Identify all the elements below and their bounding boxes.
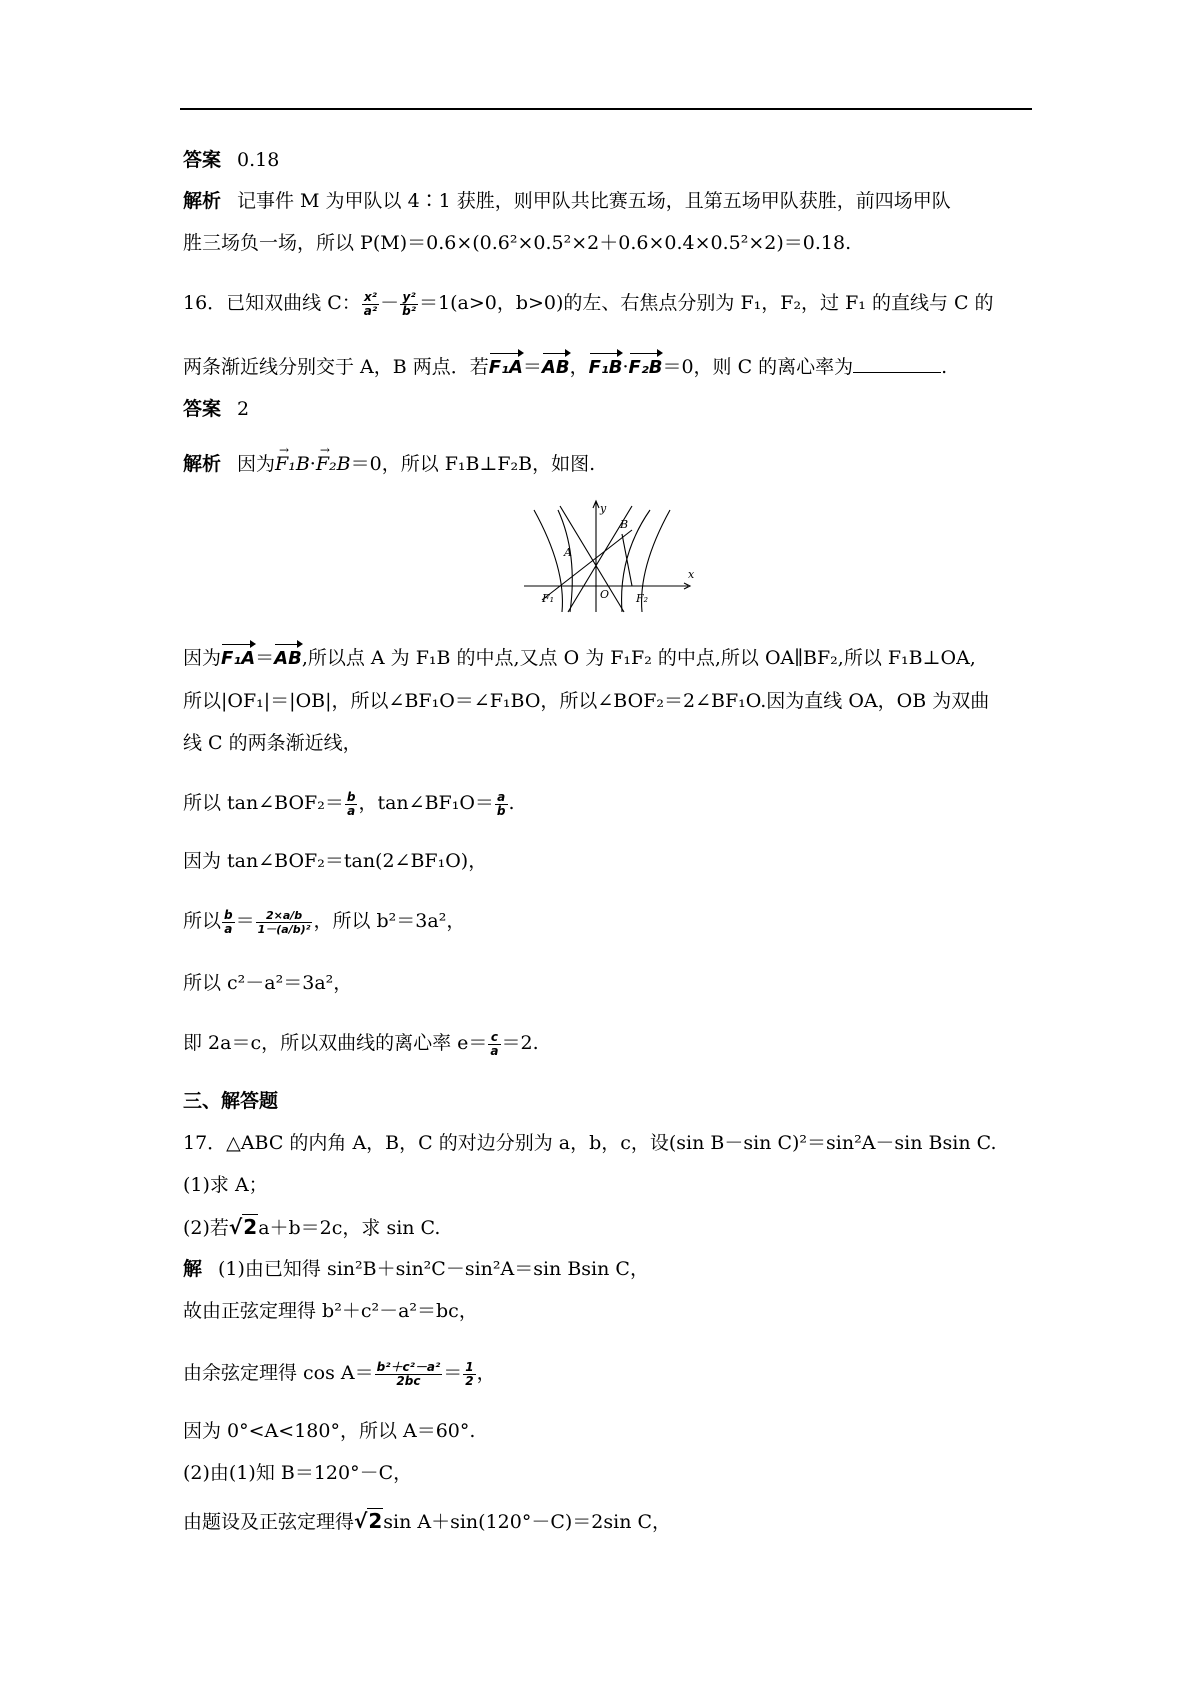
- q16-text-a2: 两条渐近线分别交于 A，B 两点．若: [183, 356, 489, 378]
- comma: ，: [569, 356, 589, 378]
- label-a: A: [564, 546, 572, 559]
- dot: ·: [622, 356, 629, 378]
- left-branch-inner: [558, 510, 572, 612]
- vector-f2b: F₂B: [629, 355, 663, 381]
- text-a: 因为: [183, 647, 222, 669]
- eq-sign: ＝: [235, 910, 255, 932]
- fraction-cos-a: [375, 1361, 443, 1388]
- analysis-15-line1: [183, 188, 951, 214]
- analysis-16-double-angle: 因为 tan∠BOF₂＝tan(2∠BF₁O)，: [183, 850, 488, 872]
- text-a: 所以 tan∠BOF₂＝: [183, 792, 344, 814]
- radicand: 2: [368, 1509, 383, 1533]
- line-f1b: [542, 530, 632, 600]
- frac-den: 2: [465, 1373, 474, 1388]
- answer-value: 0.18: [237, 149, 280, 171]
- solution-17-line2: 故由正弦定理得 b²＋c²－a²＝bc，: [183, 1300, 478, 1322]
- frac-den: 1－(a/b)²: [257, 922, 311, 936]
- analysis-16-tan: [183, 790, 515, 818]
- frac-num: c: [488, 1031, 500, 1045]
- label-b: B: [620, 518, 629, 531]
- frac-den: b: [496, 803, 506, 818]
- frac-den: b²: [402, 303, 416, 318]
- q16-text-c2: ＝0，则 C 的离心率为: [662, 356, 854, 378]
- text-c: ,所以点 A 为 F₁B 的中点,又点 O 为 F₁F₂ 的中点,所以 OA∥BF₂,所以 F₁B⊥OA,: [301, 647, 976, 669]
- fraction-b-a: [345, 791, 358, 818]
- solution-17-angle: 因为 0°<A<180°，所以 A＝60°.: [183, 1420, 476, 1442]
- question-17: 17．△ABC 的内角 A，B，C 的对边分别为 a，b，c，设(sin B－sin C)²＝sin²A－sin Bsin C.: [183, 1132, 997, 1154]
- sqrt-2: √2: [354, 1509, 383, 1533]
- text-a: 所以: [183, 910, 222, 932]
- question-16-line2: [183, 354, 947, 381]
- analysis-16-line3: 所以|OF₁|＝|OB|，所以∠BF₁O＝∠F₁BO，所以∠BOF₂＝2∠BF₁O.因为直线 OA，OB 为双曲: [183, 690, 990, 712]
- frac-num: x²: [362, 291, 379, 305]
- eq-sign: ＝: [255, 647, 275, 669]
- comma: ，: [476, 1362, 496, 1384]
- analysis-text-a: 因为: [237, 453, 276, 475]
- fraction-c-a: [488, 1031, 500, 1058]
- vector-f2b-small: F₂B →: [316, 451, 351, 477]
- vector-f1b: F₁B: [589, 355, 623, 381]
- answer-value: 2: [237, 398, 250, 420]
- asymptote-1: [560, 506, 624, 612]
- period: .: [941, 356, 948, 378]
- q16-minus: －: [380, 292, 400, 314]
- solution-17-part2: (2)由(1)知 B＝120°－C，: [183, 1462, 413, 1484]
- eq-sign: ＝: [443, 1362, 463, 1384]
- eq-sign: ＝: [522, 356, 542, 378]
- fraction-a-b: [495, 791, 508, 818]
- answer-label: 答案: [183, 149, 222, 171]
- frac-num: a: [495, 791, 508, 805]
- q16-text-a: 16．已知双曲线 C：: [183, 292, 361, 314]
- header-rule: [180, 108, 1032, 110]
- text-c: a＋b＝2c，求 sin C.: [258, 1217, 441, 1239]
- text-a: 即 2a＝c，所以双曲线的离心率 e＝: [183, 1032, 488, 1054]
- label-x: x: [688, 568, 695, 581]
- hyperbola-figure: [520, 496, 696, 616]
- solution-17-line1: [183, 1256, 649, 1282]
- text-c: sin A＋sin(120°－C)＝2sin C，: [383, 1511, 672, 1533]
- solution-17-sine: [183, 1508, 671, 1535]
- analysis-15-line2: 胜三场负一场，所以 P(M)＝0.6×(0.6²×0.5²×2＋0.6×0.4×0.5²×2)＝0.18.: [183, 232, 852, 254]
- frac-den: 2bc: [396, 1373, 421, 1388]
- answer-blank: [853, 354, 941, 373]
- frac-den: a: [347, 803, 356, 818]
- text-a: (2)若: [183, 1217, 229, 1239]
- answer-15: [183, 147, 279, 173]
- analysis-16-line1: [183, 451, 595, 477]
- vector-f1a: F₁A: [221, 646, 255, 672]
- text-b: ，tan∠BF₁O＝: [358, 792, 494, 814]
- dot: ·: [309, 453, 316, 475]
- analysis-16-line4: 线 C 的两条渐近线，: [183, 732, 362, 754]
- fraction-y2-b2: [400, 291, 418, 318]
- analysis-16-equation: [183, 908, 465, 936]
- vector-ab: AB: [542, 355, 570, 381]
- frac-num: b: [346, 789, 356, 804]
- analysis-text-c: ＝0，所以 F₁B⊥F₂B，如图.: [350, 453, 596, 475]
- solution-label: 解: [183, 1258, 203, 1280]
- q16-text-c: ＝1(a>0，b>0)的左、右焦点分别为 F₁，F₂，过 F₁ 的直线与 C 的: [419, 292, 994, 314]
- text-c: ，所以 b²＝3a²，: [313, 910, 466, 932]
- fraction-half: [463, 1361, 475, 1388]
- frac-num: b: [224, 907, 233, 922]
- solution-text: (1)由已知得 sin²B＋sin²C－sin²A＝sin Bsin C，: [218, 1258, 649, 1280]
- question-17-part1: (1)求 A；: [183, 1174, 268, 1196]
- label-f2: F₂: [636, 592, 649, 605]
- period: .: [508, 792, 515, 814]
- answer-label: 答案: [183, 398, 222, 420]
- fraction-x2-a2: [362, 291, 379, 318]
- section-heading: 三、解答题: [183, 1090, 279, 1112]
- analysis-16-result: [183, 1030, 539, 1058]
- text-a: 由题设及正弦定理得: [183, 1511, 355, 1533]
- frac-den: a: [224, 921, 233, 936]
- question-16-line1: [183, 290, 994, 318]
- sqrt-2: √2: [228, 1215, 258, 1239]
- solution-17-cos: [183, 1360, 496, 1388]
- text-c: ＝2.: [501, 1032, 539, 1054]
- frac-num: y²: [400, 291, 418, 305]
- analysis-label: 解析: [183, 453, 222, 475]
- question-17-part2: [183, 1214, 440, 1241]
- analysis-16-line2: [183, 645, 976, 672]
- answer-16: [183, 396, 249, 422]
- vector-f1b-small: F₁B →: [275, 451, 310, 477]
- analysis-label: 解析: [183, 190, 222, 212]
- fraction-b-a: [222, 909, 235, 936]
- frac-num: 2×a/b: [256, 909, 313, 923]
- frac-den: a: [490, 1043, 499, 1058]
- vector-ab: AB: [274, 646, 302, 672]
- analysis-16-c2: 所以 c²－a²＝3a²，: [183, 972, 353, 994]
- vector-f1a: F₁A: [489, 355, 523, 381]
- frac-den: a²: [363, 303, 378, 318]
- label-y: y: [600, 502, 607, 515]
- label-f1: F₁: [542, 592, 555, 605]
- fraction-double-angle: [256, 909, 313, 936]
- text-a: 由余弦定理得 cos A＝: [183, 1362, 374, 1384]
- frac-num: b²＋c²－a²: [376, 1359, 441, 1374]
- analysis-text: 记事件 M 为甲队以 4∶1 获胜，则甲队共比赛五场，且第五场甲队获胜，前四场甲队: [237, 190, 951, 212]
- label-o: O: [600, 588, 610, 601]
- frac-num: 1: [465, 1359, 474, 1374]
- radicand: 2: [243, 1215, 258, 1239]
